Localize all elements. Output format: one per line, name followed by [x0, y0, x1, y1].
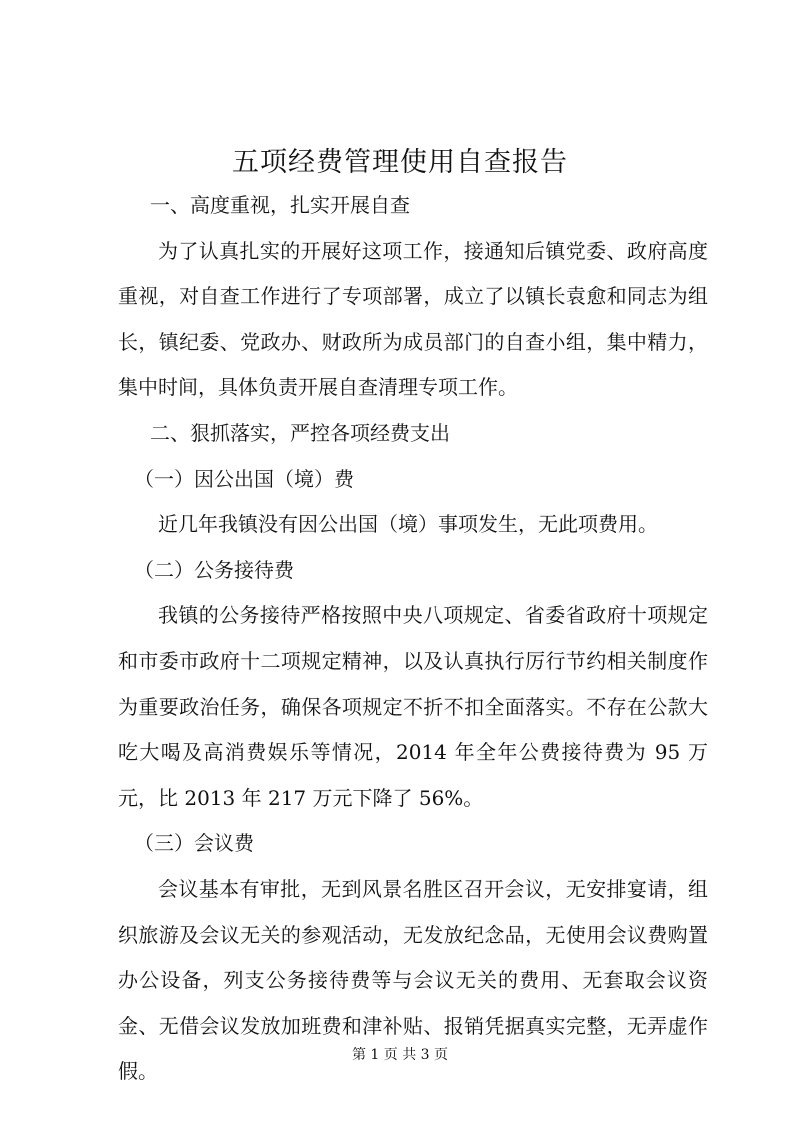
paragraph-meeting: 会议基本有审批，无到风景名胜区召开会议，无安排宴请，组织旅游及会议无关的参观活动，无发放纪念品，无使用会议费购置办公设备，列支公务接待费等与会议无关的费用、无套取会议资金、无借会议发放加班费和津补贴、报销凭据真实完整，无弄虚作假。 [118, 876, 708, 1084]
document-body [118, 183, 708, 1095]
section-heading-2: 二、狠抓落实，严控各项经费支出 [150, 420, 450, 445]
subsection-heading-reception: （二）公务接待费 [134, 557, 294, 582]
section-heading-1: 一、高度重视，扎实开展自查 [150, 193, 410, 217]
subsection-heading-meeting: （三）会议费 [134, 831, 254, 856]
paragraph-overseas: 近几年我镇没有因公出国（境）事项发生，无此项费用。 [158, 512, 658, 537]
page-footer: 第 1 页 共 3 页 [351, 1047, 449, 1063]
subsection-heading-overseas: （一）因公出国（境）费 [134, 466, 354, 491]
document-title: 五项经费管理使用自查报告 [232, 147, 568, 178]
paragraph-self-inspection: 为了认真扎实的开展好这项工作，接通知后镇党委、政府高度重视，对自查工作进行了专项部署，成立了以镇长袁愈和同志为组长，镇纪委、党政办、财政所为成员部门的自查小组，集中精力，集中时间，具体负责开展自查清理专项工作。 [118, 238, 708, 400]
paragraph-reception: 我镇的公务接待严格按照中央八项规定、省委省政府十项规定和市委市政府十二项规定精神，以及认真执行厉行节约相关制度作为重要政治任务，确保各项规定不折不扣全面落实。不存在公款大吃大喝及高消费娱乐等情况，2014 年全年公费接待费为 95 万元，比 2013 年 217 万元下降了 56%。 [118, 603, 708, 810]
